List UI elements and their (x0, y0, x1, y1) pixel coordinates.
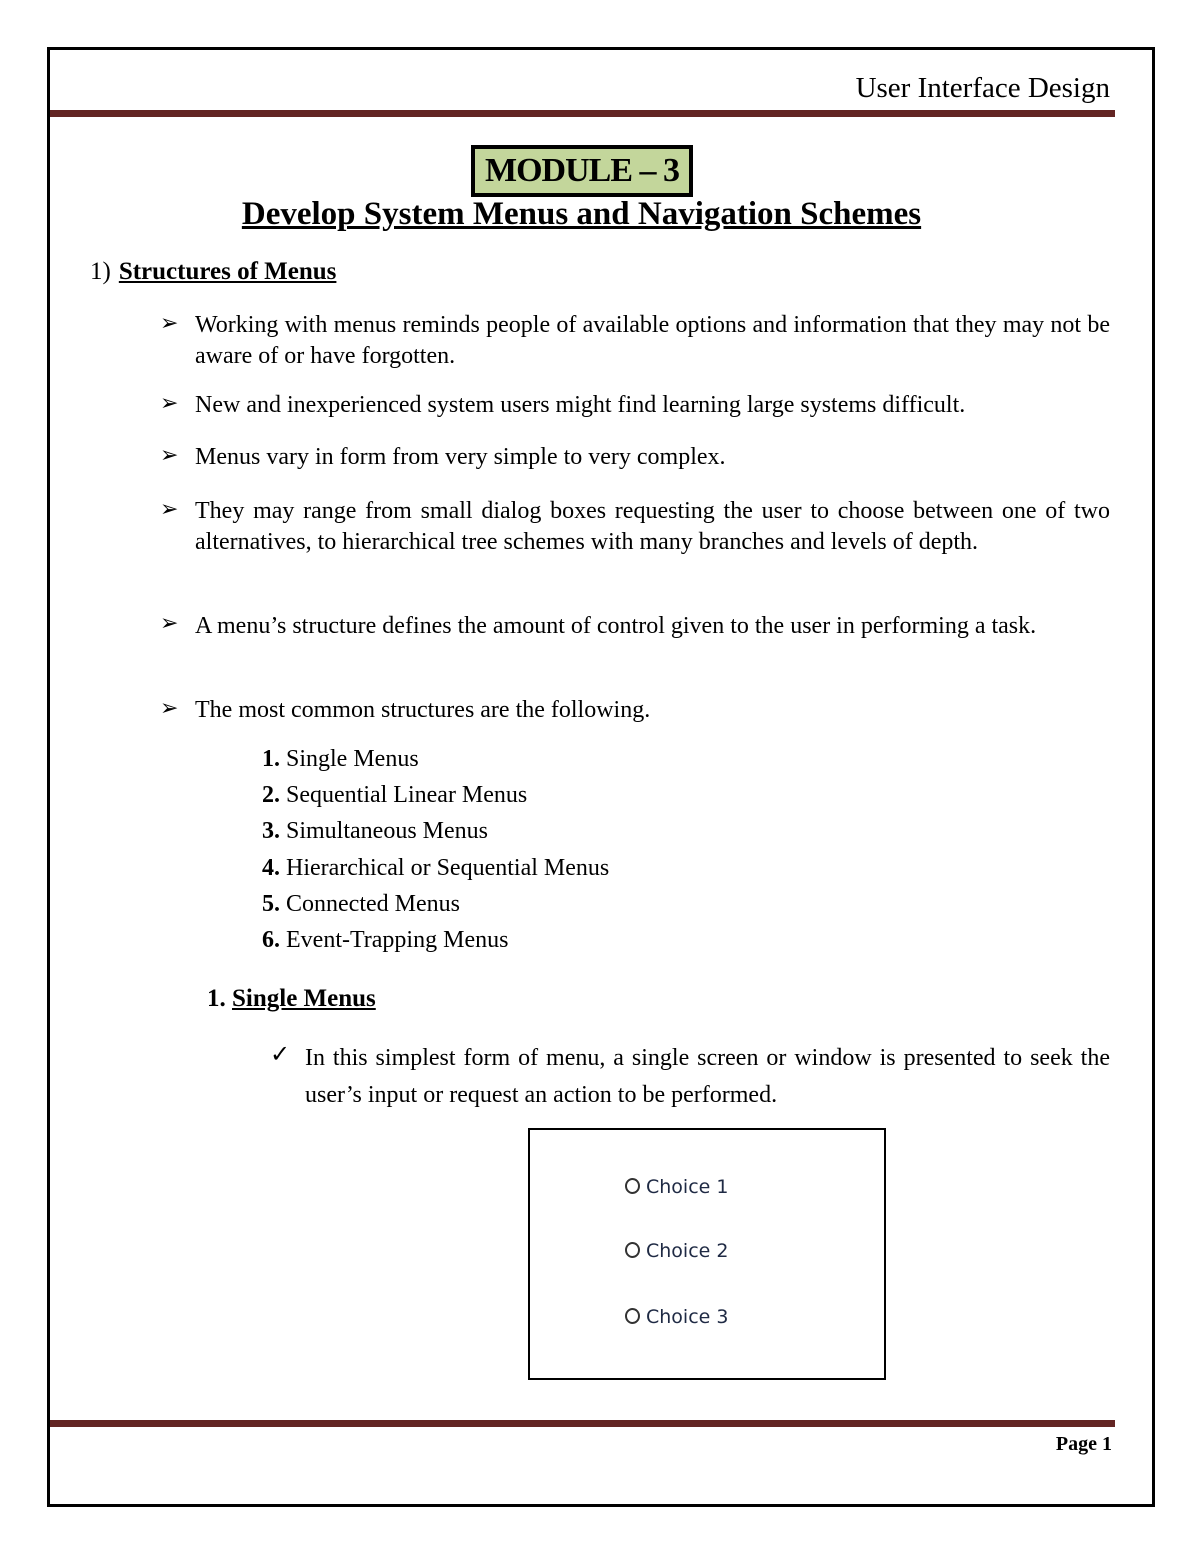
arrow-bullet-icon: ➢ (160, 695, 179, 720)
single-menu-figure (528, 1128, 886, 1380)
document-title: Develop System Menus and Navigation Schemes (241, 196, 922, 232)
header-title: User Interface Design (855, 72, 1110, 104)
page-number: Page 1 (1055, 1433, 1112, 1455)
arrow-bullet-icon: ➢ (160, 610, 179, 635)
arrow-bullet-icon: ➢ (160, 390, 179, 415)
structure-item: 1. Single Menus (262, 746, 419, 772)
section-title: Structures of Menus (118, 258, 337, 285)
arrow-bullet-icon: ➢ (160, 310, 179, 335)
check-item-text: In this simplest form of menu, a single screen or window is presented to seek the user’s input or request an action to be performed. (305, 1045, 1110, 1108)
checkmark-icon: ✓ (270, 1042, 291, 1068)
structure-item: 3. Simultaneous Menus (262, 818, 488, 844)
structure-item: 5. Connected Menus (262, 891, 460, 917)
section-heading (90, 258, 336, 286)
structure-item: 2. Sequential Linear Menus (262, 782, 528, 808)
radio-icon (625, 1178, 640, 1194)
structure-item: 4. Hierarchical or Sequential Menus (262, 855, 610, 881)
module-label: MODULE – 3 (471, 145, 693, 197)
radio-icon (625, 1242, 640, 1258)
arrow-bullet-icon: ➢ (160, 496, 179, 521)
radio-choice: Choice 1 (625, 1176, 728, 1198)
header-rule (50, 110, 1115, 117)
section-number: 1) (90, 258, 111, 285)
structure-item: 6. Event-Trapping Menus (262, 927, 509, 953)
footer-rule (50, 1420, 1115, 1427)
arrow-bullet-icon: ➢ (160, 442, 179, 467)
radio-icon (625, 1308, 640, 1324)
subsection-heading: 1. Single Menus (207, 985, 376, 1012)
radio-choice: Choice 3 (625, 1306, 728, 1328)
radio-choice: Choice 2 (625, 1240, 728, 1262)
